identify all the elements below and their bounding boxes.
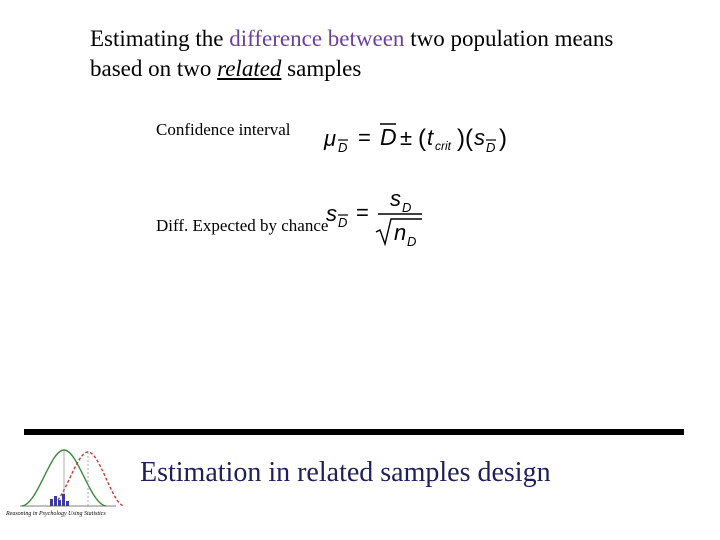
confidence-interval-label: Confidence interval (156, 120, 291, 139)
svg-text:s: s (474, 125, 485, 150)
overlapping-distributions-icon (6, 444, 130, 522)
svg-text:=: = (356, 200, 369, 225)
svg-text:): ) (499, 125, 507, 152)
svg-text:D: D (338, 140, 348, 155)
svg-text:s: s (326, 201, 337, 226)
svg-text:μ: μ (324, 126, 337, 151)
title-text-2: two population means based on two (90, 26, 614, 81)
footer-divider (24, 429, 684, 435)
svg-text:=: = (358, 125, 371, 150)
standard-error-formula (322, 184, 442, 254)
svg-text:(: ( (418, 125, 426, 152)
title-emphasis-related: related (217, 56, 282, 81)
confidence-interval-formula (322, 118, 522, 158)
svg-text:D: D (338, 215, 348, 230)
svg-text:n: n (394, 220, 407, 245)
slide-title (90, 24, 650, 84)
title-text-1: Estimating the (90, 26, 230, 51)
svg-text:D: D (407, 234, 417, 249)
title-accent-text: difference between (229, 26, 405, 51)
title-text-3: samples (281, 56, 362, 81)
thumb-caption: Reasoning in Psychology Using Statistics (6, 511, 106, 517)
expected-difference-label: Diff. Expected by chance (156, 216, 329, 235)
svg-text:s: s (390, 186, 401, 211)
svg-text:t: t (427, 125, 434, 150)
svg-text:D: D (486, 140, 496, 155)
svg-text:D: D (380, 124, 397, 150)
svg-text:)(: )( (457, 125, 473, 152)
svg-text:D: D (402, 200, 412, 215)
svg-text:crit: crit (435, 139, 451, 153)
svg-text:±: ± (400, 125, 413, 150)
footer-title: Estimation in related samples design (140, 457, 551, 488)
